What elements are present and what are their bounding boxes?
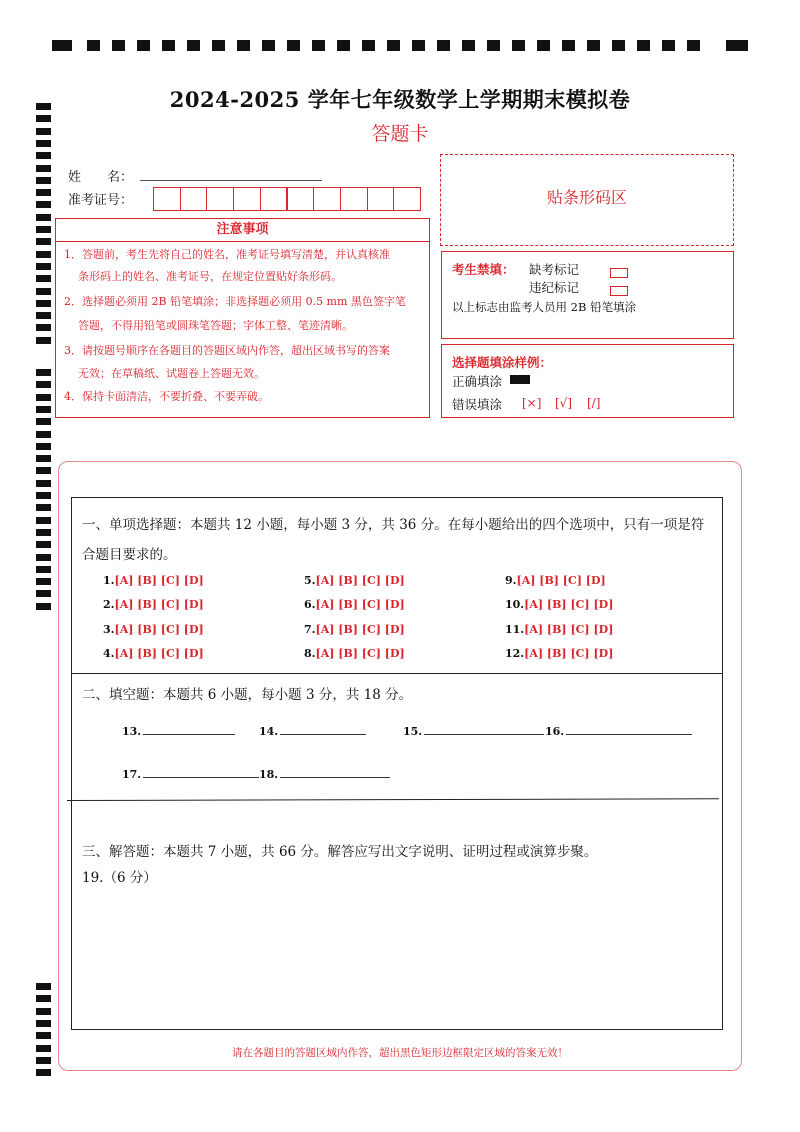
timing-mark [437,40,450,51]
timing-mark [36,177,51,184]
timing-mark [36,238,51,245]
barcode-area: 贴条形码区 [440,154,734,246]
question-number: 13. [122,725,142,738]
timing-mark [36,443,51,450]
id-digit-box[interactable] [367,187,395,211]
correct-fill-sample [510,375,530,384]
wrong-mark-check: [√] [555,396,573,410]
id-digit-box[interactable] [180,187,208,211]
timing-mark [587,40,600,51]
choice-question-8[interactable] [304,647,405,660]
timing-mark [36,590,51,597]
timing-mark [36,165,51,172]
question-number: 4. [103,647,115,660]
answer-options[interactable]: [A] [B] [C] [D] [315,647,405,660]
timing-mark [412,40,425,51]
timing-mark [36,251,51,258]
question-number: 2. [103,598,115,611]
violation-label: 违纪标记 [529,280,580,295]
answer-options[interactable]: [A] [B] [C] [D] [114,623,204,636]
notice-item: 条形码上的姓名、准考证号，在规定位置贴好条形码。 [78,270,342,283]
timing-mark [187,40,200,51]
section2-instructions: 二、填空题：本题共 6 小题，每小题 3 分，共 18 分。 [82,687,413,703]
notice-item: 2．选择题必须用 2B 铅笔填涂；非选择题必须用 0.5 mm 黑色签字笔 [64,295,406,308]
timing-mark [237,40,250,51]
timing-mark [36,1069,51,1076]
timing-mark [36,455,51,462]
question-number: 7. [304,623,316,636]
timing-mark [36,480,51,487]
answer-options[interactable]: [A] [B] [C] [D] [315,574,405,587]
timing-mark [36,263,51,270]
timing-mark [36,214,51,221]
timing-mark [462,40,475,51]
choice-question-12[interactable] [505,647,613,660]
fill-blank-16[interactable] [545,722,692,738]
timing-mark [36,226,51,233]
correct-fill-label: 正确填涂 [452,374,503,389]
answer-blank[interactable] [566,722,692,735]
timing-mark [36,201,51,208]
answer-options[interactable]: [A] [B] [C] [D] [114,574,204,587]
question-number: 8. [304,647,316,660]
choice-question-6[interactable] [304,598,405,611]
answer-blank[interactable] [424,722,544,735]
answer-options[interactable]: [A] [B] [C] [D] [524,598,614,611]
timing-mark [362,40,375,51]
absent-label: 缺考标记 [529,262,580,277]
timing-mark [726,40,748,51]
id-digit-box[interactable] [153,187,181,211]
timing-mark [36,1032,51,1039]
timing-mark [36,603,51,610]
notice-item: 1．答题前，考生先将自己的姓名，准考证号填写清楚，并认真核准 [64,248,390,261]
wrong-mark-slash: [/] [587,396,601,410]
fill-blank-15[interactable] [403,722,544,738]
timing-mark [36,492,51,499]
timing-mark [52,40,72,51]
timing-mark [562,40,575,51]
timing-mark [36,418,51,425]
question-number: 5. [304,574,316,587]
answer-options[interactable]: [A] [B] [C] [D] [315,598,405,611]
timing-mark [512,40,525,51]
id-digit-box[interactable] [393,187,421,211]
question-number: 9. [505,574,517,587]
choice-question-10[interactable] [505,598,613,611]
question-number: 17. [122,768,142,781]
forbidden-heading: 考生禁填： [452,262,515,277]
section1-instructions: 一、单项选择题：本题共 12 小题，每小题 3 分，共 36 分。在每小题给出的四个选项中，只有一项是符 [82,517,705,533]
timing-mark [36,541,51,548]
timing-mark [36,406,51,413]
question-number: 14. [259,725,279,738]
question-number: 10. [505,598,525,611]
timing-mark [36,394,51,401]
choice-question-11[interactable] [505,623,613,636]
timing-mark [36,337,51,344]
timing-mark [337,40,350,51]
timing-mark [36,983,51,990]
answer-blank[interactable] [280,765,390,778]
timing-mark [387,40,400,51]
timing-mark [112,40,125,51]
section1-instructions-cont: 合题目要求的。 [82,547,177,563]
notice-item: 4．保持卡面清洁，不要折叠、不要弄破。 [64,390,269,403]
answer-blank[interactable] [143,765,259,778]
timing-mark [637,40,650,51]
timing-mark [36,300,51,307]
id-label: 准考证号： [68,193,134,208]
timing-mark [36,1020,51,1027]
id-digit-box[interactable] [260,187,288,211]
id-digit-box[interactable] [340,187,368,211]
answer-options[interactable]: [A] [B] [C] [D] [114,598,204,611]
fill-blank-13[interactable] [122,722,235,738]
forbidden-note: 以上标志由监考人员用 2B 铅笔填涂 [452,300,637,314]
question-19-answer-area[interactable] [80,890,715,1025]
question-number: 18. [259,768,279,781]
notice-item: 无效；在草稿纸、试题卷上答题无效。 [78,367,265,380]
timing-mark [137,40,150,51]
choice-question-3[interactable] [103,623,204,636]
timing-mark [162,40,175,51]
choice-question-9[interactable] [505,574,606,587]
timing-mark [36,1008,51,1015]
fill-example-heading: 选择题填涂样例： [452,355,553,370]
page-subtitle: 答题卡 [371,123,429,145]
forbidden-panel [441,251,734,339]
wrong-fill-label: 错误填涂 [452,397,503,412]
timing-mark [262,40,275,51]
answer-options[interactable]: [A] [B] [C] [D] [114,647,204,660]
timing-mark [36,504,51,511]
timing-mark [36,369,51,376]
page-title: 2024-2025 学年七年级数学上学期期末模拟卷 [169,87,631,112]
timing-mark [612,40,625,51]
answer-options[interactable]: [A] [B] [C] [D] [524,623,614,636]
timing-mark [36,529,51,536]
timing-mark [487,40,500,51]
wrong-mark-cross: [×] [522,396,542,410]
question-number: 3. [103,623,115,636]
answer-options[interactable]: [A] [B] [C] [D] [524,647,614,660]
timing-mark [687,40,700,51]
timing-mark [36,275,51,282]
fill-blank-14[interactable] [259,722,366,738]
timing-mark [36,324,51,331]
choice-question-7[interactable] [304,623,405,636]
question-number: 16. [545,725,565,738]
timing-mark [287,40,300,51]
timing-mark [36,189,51,196]
notice-item: 答题，不得用铅笔或圆珠笔答题；字体工整、笔迹清晰。 [78,319,353,332]
timing-mark [662,40,675,51]
name-field[interactable] [140,180,322,181]
notice-item: 3．请按题号顺序在各题目的答题区域内作答，超出区域书写的答案 [64,344,390,357]
timing-mark [36,312,51,319]
answer-options[interactable]: [A] [B] [C] [D] [315,623,405,636]
timing-mark [36,152,51,159]
timing-mark [36,288,51,295]
choice-question-5[interactable] [304,574,405,587]
question-number: 1. [103,574,115,587]
timing-mark [36,554,51,561]
absent-mark-box[interactable] [610,262,628,281]
fill-blank-17[interactable] [122,765,259,781]
timing-mark [36,381,51,388]
timing-mark [36,566,51,573]
question-number: 12. [505,647,525,660]
notice-box [55,218,430,418]
answer-blank[interactable] [143,722,235,735]
fill-blank-18[interactable] [259,765,390,781]
timing-mark [36,995,51,1002]
violation-mark-box[interactable] [610,280,628,299]
timing-mark [212,40,225,51]
id-digit-box[interactable] [206,187,234,211]
id-digit-box[interactable] [313,187,341,211]
timing-mark [36,578,51,585]
choice-question-1[interactable] [103,574,204,587]
fill-example-panel [441,344,734,418]
timing-mark [87,40,100,51]
timing-mark [36,517,51,524]
question-number: 11. [505,623,525,636]
question-19-label: 19.（6 分） [82,870,157,886]
notice-heading: 注意事项 [56,219,429,242]
answer-blank[interactable] [280,722,366,735]
id-digit-box[interactable] [233,187,261,211]
timing-mark [36,431,51,438]
section3-instructions: 三、解答题：本题共 7 小题，共 66 分。解答应写出文字说明、证明过程或演算步聚。 [82,844,598,860]
question-number: 6. [304,598,316,611]
timing-mark [537,40,550,51]
section-divider [71,673,723,674]
name-label: 姓 名： [68,170,134,185]
id-digit-box[interactable] [287,187,315,211]
answer-options[interactable]: [A] [B] [C] [D] [516,574,606,587]
footer-warning: 请在各题目的答题区域内作答，超出黑色矩形边框限定区域的答案无效！ [232,1047,568,1059]
timing-mark [36,467,51,474]
choice-question-4[interactable] [103,647,204,660]
timing-mark [312,40,325,51]
question-number: 15. [403,725,423,738]
choice-question-2[interactable] [103,598,204,611]
